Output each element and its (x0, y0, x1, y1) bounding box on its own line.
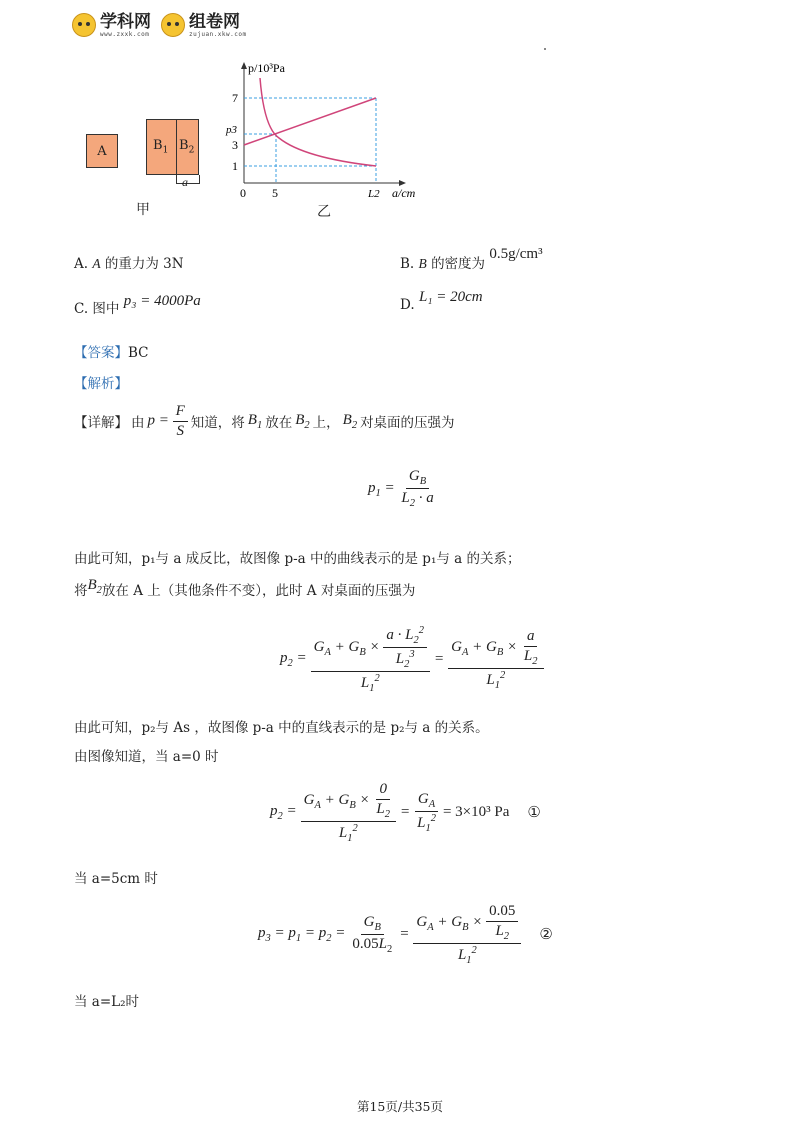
answer-line (74, 341, 149, 361)
figure-jia (84, 117, 214, 217)
option-b-text: 的密度为 (431, 256, 486, 272)
option-a-var: A (92, 256, 101, 271)
block-b-divider (176, 120, 177, 174)
detail-tag: 【详解】 (74, 415, 128, 432)
option-b-value: 0.5g/cm³ (489, 246, 543, 262)
curve-p1 (260, 78, 376, 166)
dim-label-a: a (182, 175, 188, 189)
detail-line-1: 【详解】 由 p = $\frac{F}{S}$ 知道，将 $B_1$ 放在 $B_2$ 上， $B_2$ 对桌面的压强为 (74, 403, 455, 439)
analysis-tag: 【解析】 (74, 376, 128, 392)
header-logos (72, 12, 247, 38)
option-d-value: L₁ = 20cm (418, 289, 483, 305)
page-footer: 第15页/共35页 (356, 1099, 444, 1114)
equation-p1: $p_1$ = $\frac{G_B}{L_2 \cdot a}$ (368, 468, 434, 510)
option-d (400, 289, 483, 314)
option-b-var: B (418, 256, 427, 271)
y-tick-1: 1 (232, 159, 238, 173)
option-a-label: A. (74, 256, 89, 272)
option-a-text: 的重力为 3N (104, 256, 184, 272)
detail-line-5: 由图像知道，当 a=0 时 (74, 749, 219, 765)
marker-1: ① (527, 805, 541, 821)
detail-line-3: 将$B_2$放在 A 上（其他条件不变），此时 A 对桌面的压强为 (74, 577, 416, 599)
mascot-icon (72, 13, 96, 37)
block-b (146, 119, 199, 175)
caption-jia: 甲 (136, 202, 150, 218)
option-d-label: D. (400, 297, 415, 313)
option-c-value: p₃ = 4000Pa (123, 293, 201, 309)
y-tick-7: 7 (232, 91, 238, 105)
y-axis-arrow (241, 62, 247, 69)
detail-line-6: 当 a=5cm 时 (74, 871, 158, 887)
option-c (74, 293, 201, 318)
detail-line-7: 当 a=L₂时 (74, 994, 140, 1010)
option-a (74, 252, 184, 272)
logo-zujuan (161, 12, 247, 38)
y-axis-label: p/10³Pa (248, 61, 285, 75)
logo-zxxk (72, 12, 151, 38)
y-tick-3: 3 (232, 138, 238, 152)
option-c-label: C. 图中 (74, 301, 120, 317)
figure-yi-graph (224, 58, 424, 223)
x-axis-label: a/cm (392, 186, 416, 200)
dim-line (176, 175, 200, 184)
logo-zujuan-name: 组卷网 (189, 12, 240, 32)
option-b-label: B. (400, 256, 415, 272)
detail-line-2: 由此可知，p₁与 a 成反比，故图像 p-a 中的曲线表示的是 p₁与 a 的关系； (74, 551, 521, 567)
formula-pressure-def: p = $\frac{F}{S}$ (148, 402, 188, 441)
answer-text: BC (128, 345, 149, 361)
marker-2: ② (539, 927, 553, 943)
detail-line-4: 由此可知，p₂与 As ，故图像 p-a 中的直线表示的是 p₂与 a 的关系。 (74, 720, 489, 736)
block-a-label: A (97, 143, 107, 159)
option-b (400, 246, 543, 273)
x-tick-5: 5 (272, 186, 278, 200)
equation-p2-general: $p_2$ = $G_A + G_B$ × $\frac{a \cdot L_2^2}{L_2^3}$ $L_1^2$ = $G_A + G_B$ × $\frac{a}{L_2}$ $L_1^2$ (280, 624, 544, 695)
mascot-icon (161, 13, 185, 37)
logo-zxxk-url: www.zxxk.com (100, 31, 150, 38)
speck (544, 48, 546, 50)
y-tick-p3: p3 (226, 124, 237, 136)
answer-tag: 【答案】 (74, 345, 128, 361)
logo-zxxk-name: 学科网 (100, 12, 151, 32)
x-tick-0: 0 (240, 186, 246, 200)
equation-a0: $p_2$ = $G_A + G_B$ × $\frac{0}{L_2}$ $L_1^2$ = $\frac{G_A}{L_1^2}$ = 3×10³ Pa ① (270, 781, 541, 844)
x-tick-L2: L2 (368, 188, 380, 200)
block-b2-label: $B_2$ (179, 138, 195, 156)
equation-a5: $p_3 = p_1 = p_2$ = $\frac{G_B}{0.05L_2}$ = $G_A + G_B$ × $\frac{0.05}{L_2}$ $L_1^2$ ② (258, 903, 553, 966)
logo-zujuan-url: zujuan.xkw.com (189, 31, 247, 38)
block-a (86, 134, 118, 168)
caption-yi: 乙 (317, 204, 331, 220)
block-b1-label: $B_1$ (153, 138, 169, 156)
